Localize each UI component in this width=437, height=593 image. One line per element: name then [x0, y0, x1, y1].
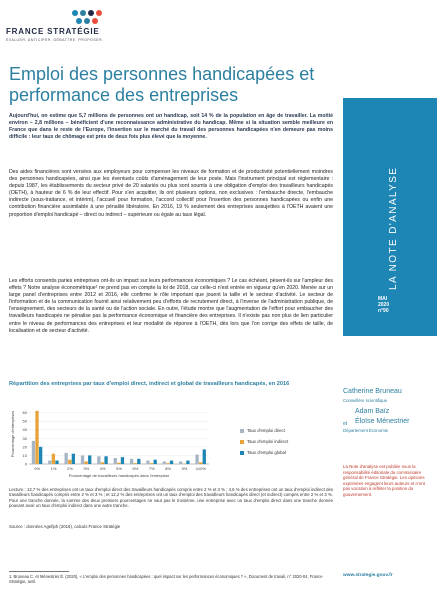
editorial-note: La Note d'analyse est publiée sous la responsabilité éditoriale du commissaire général de France Stratégie. Les opinions exprimées engagent leurs auteurs et n'ont pas vocation à refléter la position du gouvernement.	[343, 464, 425, 497]
logo-dot	[76, 18, 82, 24]
y-tick-label: 40	[22, 427, 27, 433]
bar	[166, 463, 169, 464]
issue-date	[378, 296, 428, 314]
figure-reading-note: Lecture : 12,7 % des entreprises ont un taux d'emploi direct des travailleurs handicapés compris entre 2 % et 3 % ; 4,6 % des entreprises ont un taux d'emploi indirect des travailleurs handicapés compris entre 2 % et 3 % ; et 12,2 % des entreprises ont un taux d'emploi des travailleurs handicapés direct (et indirect) compris entre 2 % et 3 %. Pour une tranche donnée, la somme des deux premiers pourcentages ne vaut pas le troisième, une entreprise avec un taux d'emploi direct dans une tranche donnée pouvant avoir un taux d'emploi indirect dans une autre tranche.	[9, 487, 333, 509]
bar	[101, 462, 104, 464]
legend-item	[240, 439, 330, 450]
logo-dot	[84, 18, 90, 24]
page-title: Emploi des personnes handicapées et performance des entreprises	[9, 64, 315, 105]
author-role: Département Économie	[343, 428, 389, 433]
bar	[146, 461, 149, 464]
bar	[104, 456, 107, 464]
y-tick-label: 30	[22, 435, 27, 441]
author-name: Catherine Bruneau	[343, 388, 402, 395]
bar	[199, 462, 202, 464]
legend-label: Taux d'emploi direct	[247, 428, 285, 433]
bar	[68, 460, 71, 464]
x-axis-label: Pourcentage de travailleurs handicapés dans l'entreprise	[68, 473, 170, 478]
bar	[154, 460, 157, 464]
bar	[65, 453, 68, 464]
legend-item	[240, 450, 330, 461]
x-tick-label: 7%	[148, 466, 155, 471]
bar	[186, 461, 189, 464]
footnote-divider	[9, 571, 69, 572]
bar	[117, 463, 120, 464]
bar	[114, 458, 117, 464]
x-tick-label: 9%	[181, 466, 188, 471]
bar	[195, 455, 198, 464]
author-name: Adam Baïz	[355, 408, 390, 415]
bar	[179, 461, 182, 464]
x-tick-label: 8%	[165, 466, 171, 471]
y-tick-label: 20	[22, 444, 27, 450]
sidebar-label-text: LA NOTE D'ANALYSE	[388, 166, 399, 290]
legend-swatch	[240, 440, 244, 444]
x-tick-label: 4%	[99, 466, 106, 471]
y-tick-label: 60	[22, 410, 27, 416]
legend-swatch	[240, 451, 244, 455]
bar	[52, 454, 55, 464]
bar	[84, 461, 87, 464]
y-axis-label: Pourcentage d'entreprises	[10, 410, 15, 458]
bar	[81, 455, 84, 464]
sidebar-label	[372, 110, 412, 290]
legend-swatch	[240, 429, 244, 433]
bar	[55, 461, 58, 464]
bar	[48, 461, 51, 464]
summary-paragraph: Aujourd'hui, on estime que 5,7 millions de personnes ont un handicap, soit 14 % de la population en âge de travailler. La moitié environ – 2,8 millions – bénéficient d'une reconnaissance administrative du handicap. Même si la situation semble meilleure en France que dans le reste de l'Europe, l'insertion sur le marché du travail des personnes handicapées n'en demeure pas moins difficile : leur taux de chômage est près de deux fois plus élevé que la moyenne.	[9, 113, 333, 141]
y-tick-label: 50	[22, 418, 27, 424]
bar	[130, 459, 133, 464]
bar	[134, 463, 137, 464]
figure-title: Répartition des entreprises par taux d'emploi direct, indirect et global de travailleurs handicapés, en 2016	[9, 381, 290, 387]
x-tick-label: 5%	[116, 466, 122, 471]
author-name: Éloïse Ménestrier	[355, 418, 410, 425]
legend-label: Taux d'emploi global	[247, 450, 286, 455]
logo-dot	[92, 18, 98, 24]
summary-paragraph: Les efforts consentis paries entreprises ont-ils un impact sur leurs performances économiques ? Le cas échéant, pèsent-ils sur l'ampleur des effets ? Notre analyse économétrique¹ ne prend pas en compte la loi de 2018, car celle-ci n'est entrée en vigueur qu'en 2020. Menée sur un large panel d'entreprises entre 2012 et 2016, elle confirme le rôle important que jouent la taille et le secteur d'activité. Le secteur de l'information et de la communication fournit ainsi relativement peu d'efforts de recrutement direct, à l'inverse de l'administration publique, de l'enseignement, des secteurs de la santé ou de l'action sociale. En outre, l'étude montre que l'augmentation de l'effort pour embaucher des travailleurs handicapés ne pénalise pas la performance économique et financière des entreprises. Il n'existe pas non plus de lien particulier entre le niveau de performances des entreprises et leur modalité de réponse à l'OETH, dès lors que l'on corrige des effets de taille, de localisation et de secteur d'activité.	[9, 278, 333, 334]
x-tick-label: 3%	[83, 466, 90, 471]
issue-year: 2020	[378, 302, 390, 308]
x-tick-label: 1%	[50, 466, 57, 471]
chart-legend	[240, 428, 330, 461]
bar	[137, 459, 140, 464]
bar	[203, 449, 206, 464]
issue-month: MAI	[378, 296, 388, 302]
bar	[39, 447, 42, 464]
issue-number: n°90	[378, 308, 389, 314]
bar	[72, 454, 75, 464]
author-conjunction: et	[343, 421, 348, 427]
website-link[interactable]: www.strategie.gouv.fr	[343, 573, 393, 578]
x-tick-label: 0%	[34, 466, 41, 471]
author-role: Conseillère scientifique	[343, 398, 388, 403]
logo-dot	[88, 10, 94, 16]
brand-tagline: ÉVALUER. ANTICIPER. DÉBATTRE. PROPOSER.	[6, 38, 104, 42]
logo-dot	[96, 10, 102, 16]
bar	[170, 461, 173, 464]
y-tick-label: 10	[22, 452, 27, 458]
legend-item	[240, 428, 330, 439]
footnote: 1. Bruneau C. et Ménestrier É. (2020), « L'emploi des personnes handicapées : quel impact sur les performances économiques ? », Document de travail, n° 2020-04, France Stratégie, avril.	[9, 574, 323, 585]
bar	[121, 457, 124, 464]
y-tick-label: 0	[24, 461, 27, 467]
bar	[35, 411, 38, 464]
summary-paragraph: Des aides financières sont versées aux employeurs pour compenser les niveaux de formation et de productivité potentiellement moindres des personnes handicapées, ainsi que les éventuels coûts d'aménagement de leur poste. Mais l'instrument principal est réglementaire : depuis 1987, les établissements du secteur privé de 20 salariés ou plus sont soumis à une obligation d'emploi des travailleurs handicapés (OETH), à hauteur de 6 % de leur effectif. Pour s'en acquitter, ils ont plusieurs options, non exclusives : l'embauche directe, l'embauche indirecte (sous-traitance, et intérim), l'accueil pour formation, l'accord collectif pour l'insertion des personnes handicapées ou enfin une contribution financière assimilable à une pénalité libératoire. En 2016, 19 % seulement des entreprises assujetties à l'OETH avaient une proportion d'emploi handicapé – direct ou indirect – supérieure ou égale au taux légal.	[9, 169, 333, 218]
x-tick-label: 6%	[132, 466, 139, 471]
logo-dot	[80, 10, 86, 16]
brand-name: FRANCE STRATÉGIE	[6, 27, 100, 36]
x-tick-label: 2%	[67, 466, 73, 471]
bar	[163, 461, 166, 464]
x-tick-label: ≥10%	[195, 466, 206, 471]
bar	[88, 455, 91, 464]
bar	[97, 456, 100, 464]
logo-dots	[72, 10, 112, 26]
bar	[32, 441, 35, 464]
bar	[150, 463, 153, 464]
logo-dot	[72, 10, 78, 16]
legend-label: Taux d'emploi indirect	[247, 439, 289, 444]
figure-source: Source : données Agefiph (2016), calculs France Stratégie	[9, 524, 121, 529]
